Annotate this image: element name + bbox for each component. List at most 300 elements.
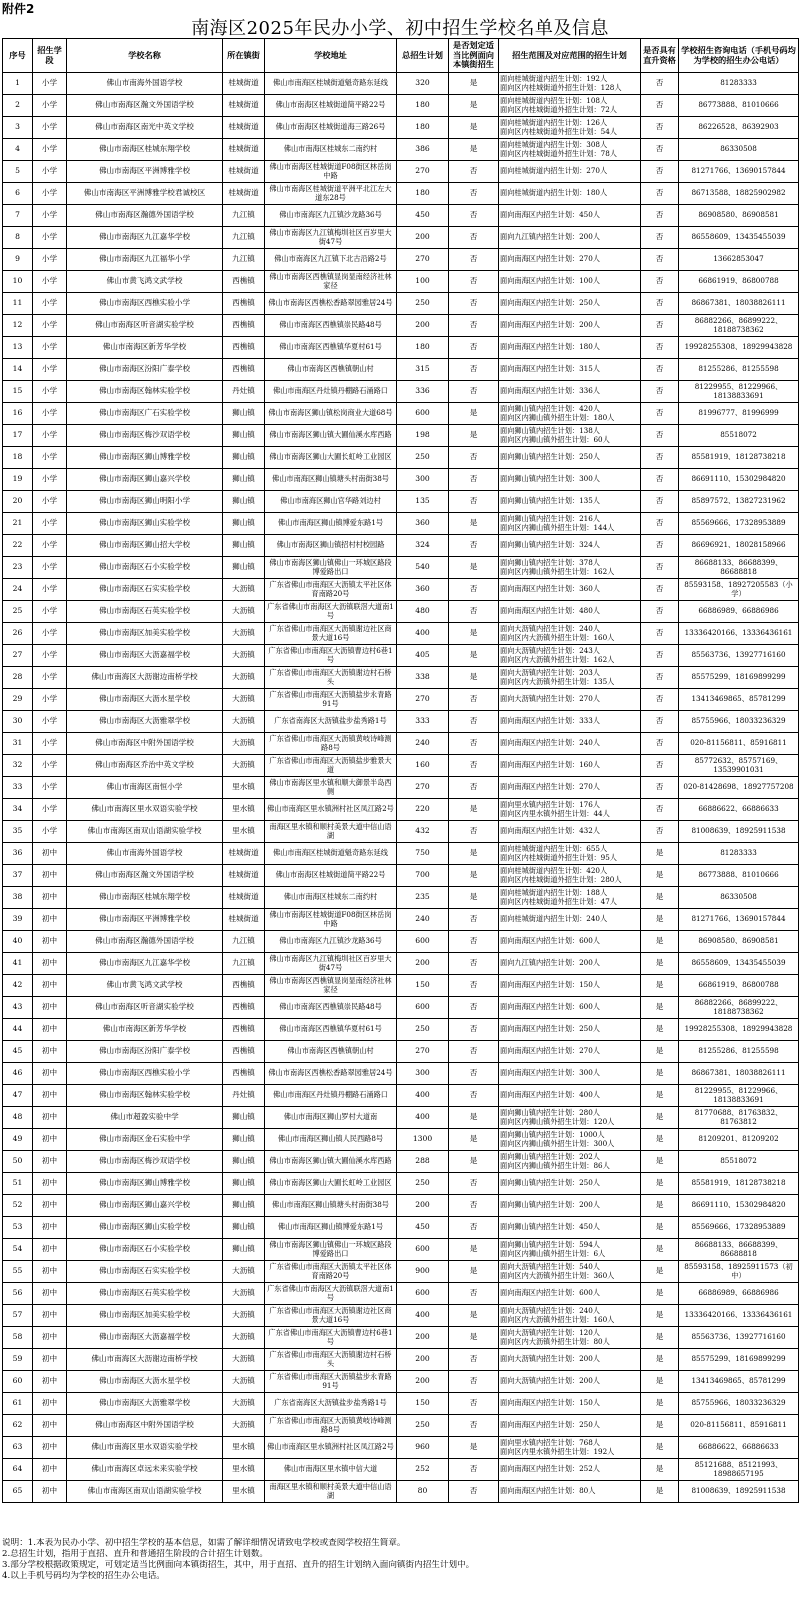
cell-text: 86226528、86392903 [698,122,779,132]
cell-text: 佛山市南海区狮山镇招村村校园路 [276,540,385,550]
cell-phone [679,1283,799,1305]
cell-range-plan [499,95,641,117]
cell-text: 桂城街道 [228,870,259,880]
header-direct-promotion: 是否具有直升资格 [641,39,679,73]
cell-school-name [67,535,223,557]
cell-stage [33,843,67,865]
cell-direct-promotion [641,821,679,843]
cell-text: 广东省南海区大沥镇盐步盐秀路1号 [274,1398,387,1408]
table-row [3,535,799,557]
cell-school-name [67,1459,223,1481]
cell-text: 否 [469,1398,478,1408]
cell-text: 13413469865、85781299 [691,1376,786,1386]
cell-text: 是 [655,1068,664,1078]
table-row [3,777,799,799]
cell-text: 丹灶镇 [232,386,255,396]
cell-total-plan [397,403,449,425]
cell-text: 初中 [41,1266,58,1276]
cell-text: 佛山市南海区石实实验学校 [98,1266,191,1276]
cell-text: 面向南海区内招生计划：315人 [500,364,600,374]
cell-text: 39 [12,914,23,924]
cell-text: 86882266、86899222、18188738362 [694,316,783,334]
cell-text: 广东省佛山市南海区大沥镇谢边村石桥头 [269,668,392,686]
cell-total-plan [397,623,449,645]
cell-range-plan [499,205,641,227]
cell-no [3,975,33,997]
cell-school-name [67,117,223,139]
cell-town [223,1371,265,1393]
cell-text: 面向南海区内招生计划：250人 [500,298,600,308]
cell-text: 面向南海区内招生计划：270人 [500,1046,600,1056]
cell-stage [33,337,67,359]
cell-text: 九江镇 [232,210,255,220]
cell-direct-promotion [641,117,679,139]
cell-text: 佛山市南海区九江镇沙龙路36号 [279,936,382,946]
cell-direct-promotion [641,1283,679,1305]
cell-town [223,1217,265,1239]
cell-stage [33,73,67,95]
school-table [2,38,799,1503]
cell-text: 62 [12,1420,23,1430]
cell-address [265,1063,397,1085]
cell-direct-promotion [641,953,679,975]
cell-text: 是 [469,144,478,154]
cell-total-plan [397,447,449,469]
cell-text: 10 [12,276,23,286]
cell-stage [33,755,67,777]
cell-address [265,1019,397,1041]
cell-text: 面向大沥镇内招生计划：243人 [500,646,600,656]
cell-town [223,865,265,887]
cell-range-plan [499,73,641,95]
cell-text: 是 [655,1046,664,1056]
cell-direct-promotion [641,909,679,931]
cell-range-plan [499,667,641,689]
cell-no [3,1151,33,1173]
cell-phone [679,1261,799,1283]
cell-text: 小学 [41,496,58,506]
cell-text: 400 [415,1112,430,1122]
cell-no [3,183,33,205]
cell-text: 面向狮山镇内招生计划：378人 [500,558,600,568]
cell-text: 19 [12,474,23,484]
cell-direct-promotion [641,1437,679,1459]
cell-no [3,909,33,931]
cell-total-plan [397,601,449,623]
cell-text: 是 [469,1134,478,1144]
cell-town [223,403,265,425]
cell-text: 九江镇 [232,232,255,242]
cell-no [3,227,33,249]
cell-stage [33,1129,67,1151]
cell-direct-promotion [641,1085,679,1107]
cell-text: 否 [655,518,664,528]
cell-text: 佛山市南海区广石实验学校 [98,408,191,418]
cell-town [223,1481,265,1503]
cell-address [265,205,397,227]
cell-text: 否 [655,738,664,748]
cell-text: 佛山市南海区西樵镇华夏村61号 [279,342,382,352]
cell-text: 否 [469,276,478,286]
cell-text: 315 [415,364,430,374]
cell-text: 面向狮山镇内招生计划：200人 [500,1200,600,1210]
cell-school-name [67,953,223,975]
cell-school-name [67,315,223,337]
cell-text: 面向九江镇内招生计划：200人 [500,958,600,968]
table-row [3,997,799,1019]
cell-direct-promotion [641,777,679,799]
cell-total-plan [397,359,449,381]
cell-phone [679,513,799,535]
cell-local-ratio [449,1393,499,1415]
cell-text: 是 [655,1288,664,1298]
cell-text: 初中 [41,892,58,902]
cell-range-plan [499,271,641,293]
cell-range-plan [499,997,641,1019]
cell-direct-promotion [641,865,679,887]
cell-address [265,579,397,601]
cell-range-plan [499,579,641,601]
cell-direct-promotion [641,1041,679,1063]
cell-text: 432 [415,826,430,836]
table-row [3,953,799,975]
cell-text: 17 [12,430,23,440]
cell-text: 面向区内桂城街道外招生计划：54人 [500,126,617,136]
cell-town [223,205,265,227]
cell-total-plan [397,1261,449,1283]
cell-no [3,403,33,425]
header-no: 序号 [3,39,33,73]
cell-text: 86691110、15302984820 [691,474,786,484]
cell-local-ratio [449,689,499,711]
cell-phone [679,1173,799,1195]
cell-address [265,667,397,689]
cell-text: 81283333 [720,78,757,88]
cell-phone [679,887,799,909]
cell-text: 西樵镇 [232,1024,255,1034]
cell-stage [33,689,67,711]
cell-text: 200 [415,232,430,242]
cell-text: 初中 [41,1222,58,1232]
cell-school-name [67,579,223,601]
cell-text: 佛山市南海区狮山镇博爱东路1号 [277,518,384,528]
cell-text: 否 [469,1464,478,1474]
cell-text: 佛山市南海区南双山语湖实验学校 [87,826,202,836]
cell-phone [679,95,799,117]
cell-town [223,1283,265,1305]
cell-range-plan [499,249,641,271]
cell-text: 47 [12,1090,23,1100]
cell-text: 佛山市南海区大沥谢边南桥学校 [91,1354,198,1364]
cell-text: 2 [15,100,20,110]
cell-school-name [67,975,223,997]
cell-total-plan [397,183,449,205]
cell-text: 是 [655,914,664,924]
cell-text: 西樵镇 [232,364,255,374]
cell-text: 面向南海区内招生计划：270人 [500,782,600,792]
cell-town [223,645,265,667]
cell-no [3,535,33,557]
cell-text: 900 [415,1266,430,1276]
cell-school-name [67,1217,223,1239]
cell-text: 佛山市南海区大沥嘉福学校 [98,1332,191,1342]
cell-text: 85897572、13827231962 [691,496,786,506]
cell-text: 佛山市南海区桂城街道魁奇路东延线 [272,78,388,88]
cell-total-plan [397,1041,449,1063]
table-row [3,161,799,183]
cell-text: 250 [415,1024,430,1034]
cell-text: 面向狮山镇内招生计划：135人 [500,496,600,506]
cell-text: 初中 [41,1156,58,1166]
cell-text: 是 [655,1442,664,1452]
cell-address [265,1217,397,1239]
cell-address [265,1085,397,1107]
cell-address [265,1481,397,1503]
cell-phone [679,1481,799,1503]
cell-text: 佛山市南海外国语学校 [106,78,183,88]
cell-text: 狮山镇 [232,430,255,440]
cell-address [265,799,397,821]
cell-text: 佛山市南海区桂城街道平洲平北江左大道东28号 [269,184,392,202]
cell-town [223,249,265,271]
cell-text: 86688133、86688399、86688818 [694,558,783,576]
cell-text: 广东省佛山市南海区大沥镇联滘大道南1号 [267,602,394,620]
cell-text: 386 [415,144,430,154]
cell-phone [679,645,799,667]
cell-text: 38 [12,892,23,902]
cell-text: 狮山镇 [232,1178,255,1188]
cell-text: 小学 [41,562,58,572]
table-row [3,425,799,447]
cell-stage [33,953,67,975]
cell-text: 初中 [41,958,58,968]
cell-text: 狮山镇 [232,562,255,572]
cell-town [223,843,265,865]
cell-text: 否 [469,826,478,836]
cell-text: 大沥镇 [232,760,255,770]
cell-direct-promotion [641,799,679,821]
cell-no [3,205,33,227]
cell-text: 面向大沥镇内招生计划：270人 [500,694,600,704]
cell-text: 235 [415,892,430,902]
cell-text: 81271766、13690157844 [691,914,786,924]
cell-total-plan [397,381,449,403]
cell-text: 九江镇 [232,254,255,264]
cell-text: 面向南海区内招生计划：160人 [500,760,600,770]
cell-text: 270 [415,166,430,176]
cell-local-ratio [449,1085,499,1107]
cell-text: 狮山镇 [232,1244,255,1254]
cell-text: 面向桂城街道内招生计划：270人 [500,166,608,176]
cell-text: 佛山市南海区狮山镇人民西路8号 [277,1134,384,1144]
cell-text: 32 [12,760,23,770]
cell-text: 佛山市南海区九江嘉华学校 [98,958,191,968]
cell-range-plan [499,755,641,777]
cell-text: 小学 [41,166,58,176]
cell-local-ratio [449,1041,499,1063]
cell-text: 佛山市南海区桂城街道F08街区林岳岗中路 [269,162,392,180]
cell-text: 360 [415,584,430,594]
cell-range-plan [499,799,641,821]
cell-text: 佛山市南海区桂城东翔学校 [98,144,191,154]
cell-text: 丹灶镇 [232,1090,255,1100]
cell-total-plan [397,557,449,579]
cell-text: 面向区内桂城街道外招生计划：78人 [500,148,617,158]
cell-text: 是 [655,958,664,968]
cell-text: 狮山镇 [232,518,255,528]
cell-text: 面向南海区内招生计划：200人 [500,320,600,330]
cell-text: 小学 [41,210,58,220]
cell-text: 初中 [41,1046,58,1056]
cell-text: 佛山市南海外国语学校 [106,848,183,858]
cell-range-plan [499,909,641,931]
cell-text: 佛山市南海区西樵实验小学 [98,298,191,308]
table-row [3,821,799,843]
cell-range-plan [499,557,641,579]
cell-stage [33,227,67,249]
cell-school-name [67,1349,223,1371]
table-row [3,469,799,491]
cell-text: 西樵镇 [232,1046,255,1056]
cell-text: 佛山市南海区狮山大圃长虹岭工业园区 [269,1178,392,1188]
cell-direct-promotion [641,1063,679,1085]
cell-text: 佛山市南海区瀚文外国语学校 [95,100,194,110]
cell-local-ratio [449,931,499,953]
cell-town [223,1019,265,1041]
cell-text: 佛山市南海区丹灶镇丹棚路石涌路口 [272,386,388,396]
cell-direct-promotion [641,1393,679,1415]
cell-text: 面向区内大沥镇外招生计划：162人 [500,654,615,664]
cell-text: 面向区内桂城街道外招生计划：128人 [500,82,622,92]
cell-text: 面向区内大沥镇外招生计划：80人 [500,1336,610,1346]
table-row [3,95,799,117]
cell-address [265,931,397,953]
cell-text: 55 [12,1266,23,1276]
cell-text: 佛山市南海区瀚德外国语学校 [95,936,194,946]
cell-phone [679,1217,799,1239]
cell-text: 大沥镇 [232,1420,255,1430]
cell-direct-promotion [641,1261,679,1283]
cell-text: 否 [469,1046,478,1056]
cell-text: 否 [469,298,478,308]
cell-text: 81008639、18925911538 [691,1486,786,1496]
cell-school-name [67,865,223,887]
cell-text: 否 [469,716,478,726]
cell-address [265,161,397,183]
cell-text: 桂城街道 [228,100,259,110]
cell-text: 小学 [41,430,58,440]
cell-text: 大沥镇 [232,694,255,704]
header-phone: 学校招生咨询电话（手机号码均为学校的招生办公电话） [679,39,799,73]
cell-text: 81255286、81255598 [698,1046,779,1056]
cell-text: 是 [469,892,478,902]
cell-no [3,865,33,887]
cell-total-plan [397,843,449,865]
cell-address [265,645,397,667]
cell-range-plan [499,865,641,887]
cell-text: 九江镇 [232,936,255,946]
cell-stage [33,1305,67,1327]
cell-stage [33,975,67,997]
cell-no [3,711,33,733]
cell-address [265,1371,397,1393]
cell-range-plan [499,1481,641,1503]
cell-phone [679,1151,799,1173]
cell-no [3,73,33,95]
cell-total-plan [397,711,449,733]
cell-text: 13336420166、13336436161 [684,1310,793,1320]
cell-no [3,271,33,293]
table-row [3,381,799,403]
cell-text: 大沥镇 [232,628,255,638]
cell-range-plan [499,821,641,843]
cell-text: 面向区内大沥镇外招生计划：135人 [500,676,615,686]
cell-school-name [67,403,223,425]
cell-school-name [67,271,223,293]
cell-direct-promotion [641,1195,679,1217]
cell-school-name [67,755,223,777]
cell-town [223,931,265,953]
cell-text: 广东省佛山市南海区大沥镇黄岐诗峰测路8号 [269,1416,392,1434]
cell-address [265,315,397,337]
cell-text: 30 [12,716,23,726]
cell-text: 佛山市黄飞鸿文武学校 [106,276,183,286]
cell-no [3,139,33,161]
cell-text: 面向大沥镇内招生计划：240人 [500,624,600,634]
cell-range-plan [499,227,641,249]
cell-direct-promotion [641,1239,679,1261]
cell-text: 面向狮山镇内招生计划：594人 [500,1240,600,1250]
cell-phone [679,1305,799,1327]
cell-range-plan [499,1349,641,1371]
cell-local-ratio [449,271,499,293]
cell-local-ratio [449,1195,499,1217]
cell-text: 佛山市南海区狮山镇塘头村南街38号 [272,474,389,484]
cell-text: 否 [655,694,664,704]
cell-text: 佛山市南海区桂城街道F08街区林岳岗中路 [269,910,392,928]
cell-text: 1300 [412,1134,433,1144]
cell-text: 85121688、85121993、18988657195 [694,1460,783,1478]
cell-no [3,557,33,579]
cell-address [265,601,397,623]
cell-town [223,667,265,689]
cell-text: 大沥镇 [232,738,255,748]
cell-text: 56 [12,1288,23,1298]
cell-text: 小学 [41,606,58,616]
table-row [3,1151,799,1173]
cell-no [3,997,33,1019]
cell-text: 佛山市南海区平洲博雅学校 [98,166,191,176]
cell-total-plan [397,1195,449,1217]
cell-text: 否 [655,650,664,660]
cell-text: 面向桂城街道内招生计划：240人 [500,914,608,924]
cell-text: 面向南海区内招生计划：360人 [500,584,600,594]
cell-text: 86882266、86899222、18188738362 [694,998,783,1016]
cell-school-name [67,469,223,491]
cell-text: 面向区内桂城街道外招生计划：72人 [500,104,617,114]
cell-text: 50 [12,1156,23,1166]
cell-text: 13413469865、85781299 [691,694,786,704]
cell-text: 81209201、81209202 [698,1134,779,1144]
cell-stage [33,95,67,117]
cell-text: 960 [415,1442,430,1452]
cell-school-name [67,227,223,249]
cell-text: 250 [415,452,430,462]
cell-no [3,315,33,337]
cell-text: 小学 [41,276,58,286]
cell-range-plan [499,381,641,403]
cell-text: 佛山市南海区里水镇和顺大御景半岛西侧 [269,778,392,796]
